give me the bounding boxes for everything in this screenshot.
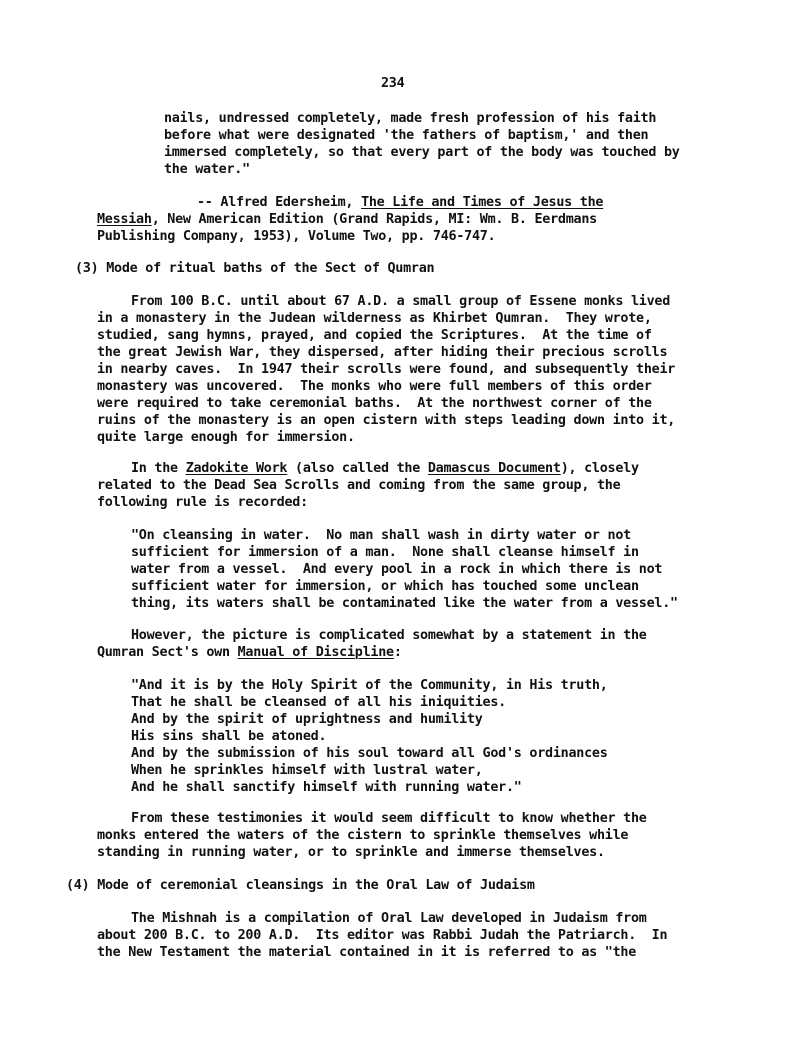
citation-publisher: , New American Edition (Grand Rapids, MI: Wm. B. Eerdmans	[151, 212, 597, 227]
quote-line: thing, its waters shall be contaminated like the water from a vessel."	[131, 596, 678, 611]
quote-line: "And it is by the Holy Spirit of the Community, in His truth,	[131, 678, 608, 693]
section-heading: (4) Mode of ceremonial cleansings in the Oral Law of Judaism	[66, 878, 535, 893]
paragraph-line: in nearby caves. In 1947 their scrolls were found, and subsequently their	[97, 362, 676, 377]
quote-line: That he shall be cleansed of all his iniquities.	[131, 695, 506, 710]
manual-of-discipline-title: Manual of Discipline	[237, 645, 394, 660]
quote-line: immersed completely, so that every part of the body was touched by	[164, 145, 680, 160]
quote-line: the water."	[164, 162, 250, 177]
paragraph-line: the great Jewish War, they dispersed, after hiding their precious scrolls	[97, 345, 668, 360]
citation-line-2	[97, 211, 597, 228]
damascus-document-title: Damascus Document	[427, 461, 561, 476]
paragraph-line: From 100 B.C. until about 67 A.D. a small group of Essene monks lived	[131, 294, 671, 309]
quote-line: water from a vessel. And every pool in a rock in which there is not	[131, 562, 663, 577]
quote-line: And by the submission of his soul toward all God's ordinances	[131, 746, 608, 761]
quote-line: "On cleansing in water. No man shall wash in dirty water or not	[131, 528, 631, 543]
section-heading: (3) Mode of ritual baths of the Sect of Qumran	[75, 261, 435, 276]
quote-line: sufficient for immersion of a man. None shall cleanse himself in	[131, 545, 639, 560]
text-run: In the	[131, 461, 186, 476]
paragraph-line: monks entered the waters of the cistern to sprinkle themselves while	[97, 828, 629, 843]
text-run: :	[393, 645, 402, 660]
text-run: ), closely	[560, 461, 639, 476]
citation-line-3: Publishing Company, 1953), Volume Two, pp. 746-747.	[97, 229, 496, 244]
citation-prefix: -- Alfred Edersheim,	[197, 195, 362, 210]
text-run: Qumran Sect's own	[97, 645, 238, 660]
citation-book-title: The Life and Times of Jesus the	[361, 195, 604, 210]
paragraph-line: monastery was uncovered. The monks who were full members of this order	[97, 379, 652, 394]
quote-line: nails, undressed completely, made fresh profession of his faith	[164, 111, 657, 126]
quote-line: His sins shall be atoned.	[131, 729, 327, 744]
page-number: 234	[381, 76, 405, 91]
paragraph-line: standing in running water, or to sprinkle and immerse themselves.	[97, 845, 605, 860]
paragraph-line: studied, sang hymns, prayed, and copied the Scriptures. At the time of	[97, 328, 652, 343]
paragraph-line: in a monastery in the Judean wilderness as Khirbet Qumran. They wrote,	[97, 311, 652, 326]
quote-line: When he sprinkles himself with lustral water,	[131, 763, 483, 778]
quote-line: sufficient water for immersion, or which has touched some unclean	[131, 579, 639, 594]
paragraph-line	[97, 644, 402, 661]
paragraph-line: ruins of the monastery is an open cistern with steps leading down into it,	[97, 413, 676, 428]
paragraph-line: related to the Dead Sea Scrolls and coming from the same group, the	[97, 478, 621, 493]
quote-line: And by the spirit of uprightness and humility	[131, 712, 483, 727]
paragraph-line: From these testimonies it would seem difficult to know whether the	[131, 811, 647, 826]
paragraph-line: The Mishnah is a compilation of Oral Law developed in Judaism from	[131, 911, 647, 926]
quote-line: And he shall sanctify himself with running water."	[131, 780, 522, 795]
text-run: (also called the	[287, 461, 428, 476]
citation-book-title-cont: Messiah	[97, 212, 152, 227]
zadokite-work-title: Zadokite Work	[185, 461, 288, 476]
quote-line: before what were designated 'the fathers of baptism,' and then	[164, 128, 649, 143]
paragraph-line: were required to take ceremonial baths. At the northwest corner of the	[97, 396, 652, 411]
paragraph-line: about 200 B.C. to 200 A.D. Its editor was Rabbi Judah the Patriarch. In	[97, 928, 668, 943]
citation-line-1	[197, 194, 603, 211]
paragraph-line: the New Testament the material contained in it is referred to as "the	[97, 945, 637, 960]
paragraph-line	[131, 460, 639, 477]
paragraph-line: However, the picture is complicated somewhat by a statement in the	[131, 628, 647, 643]
paragraph-line: quite large enough for immersion.	[97, 430, 355, 445]
paragraph-line: following rule is recorded:	[97, 495, 308, 510]
